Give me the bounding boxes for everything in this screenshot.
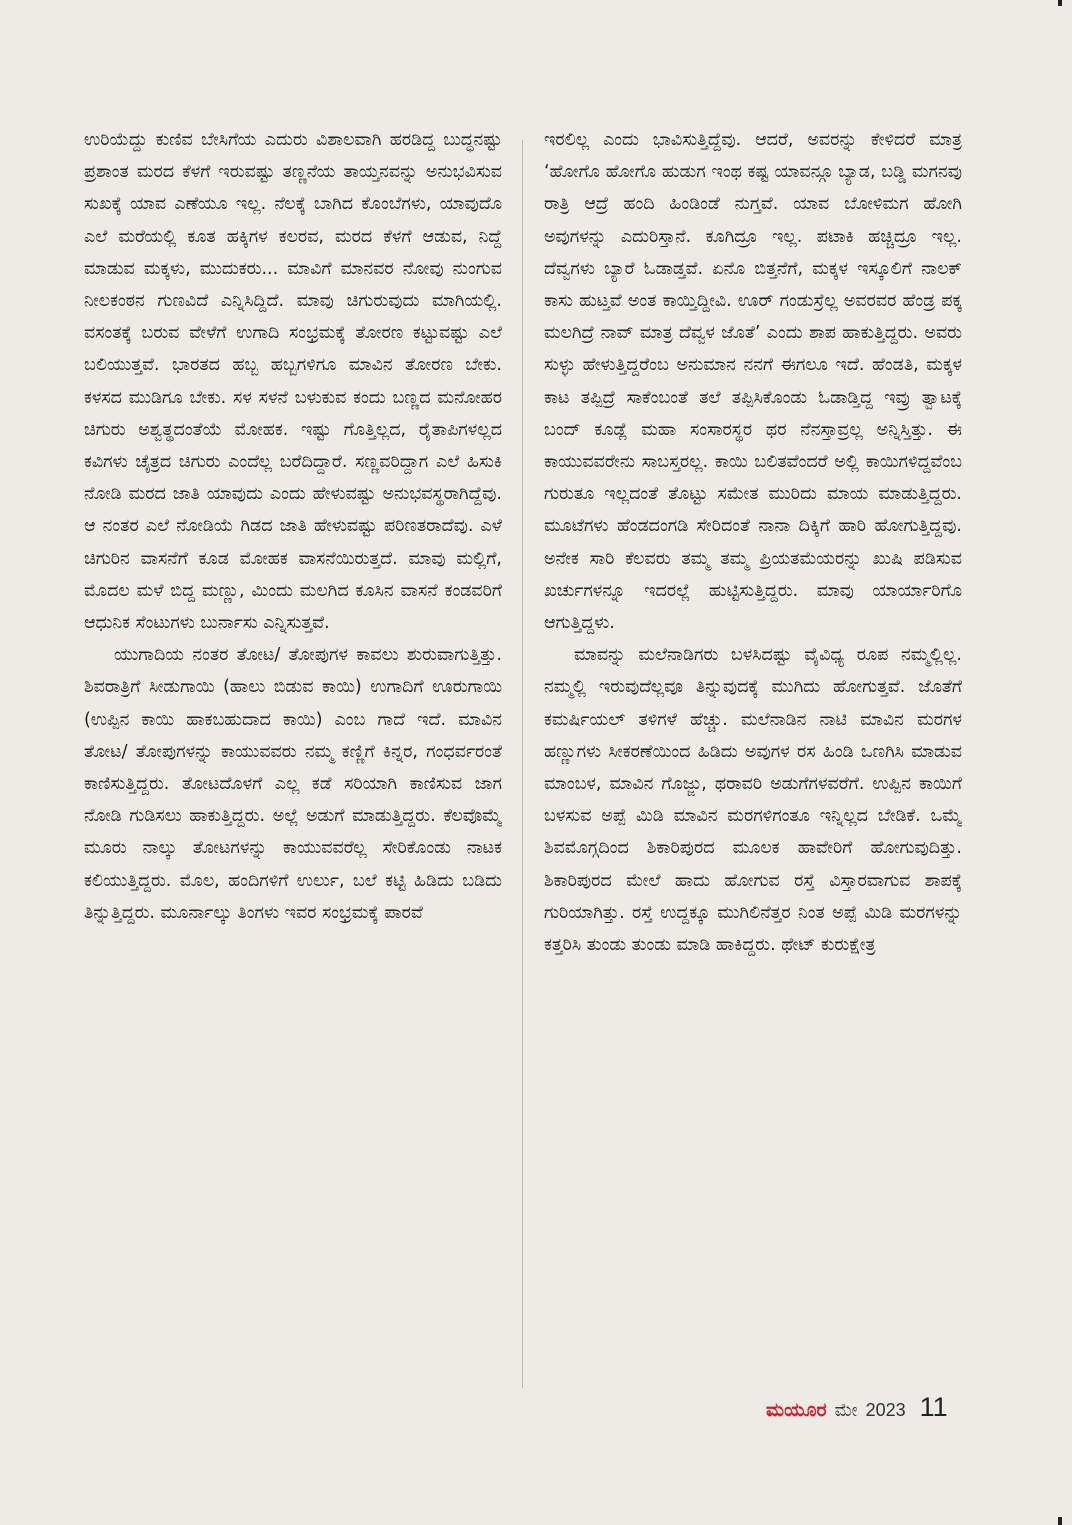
issue-year: 2023	[865, 1400, 906, 1420]
crop-mark-bottom-right	[1058, 1517, 1062, 1525]
article-paragraph: ಉರಿಯೆದ್ದು ಕುಣಿವ ಬೇಸಿಗೆಯ ಎದುರು ವಿಶಾಲವಾಗಿ ಹರಡಿದ್ದ ಬುದ್ಧನಷ್ಟು ಪ್ರಶಾಂತ ಮರದ ಕೆಳಗೆ ಇರುವಷ್ಟು ತಣ್ಣನೆಯ ತಾಯ್ತನವನ್ನು ಅನುಭವಿಸುವ ಸುಖಕ್ಕೆ ಯಾವ ಎಣೆಯೂ ಇಲ್ಲ. ನೆಲಕ್ಕೆ ಬಾಗಿದ ಕೊಂಬೆಗಳು, ಯಾವುದೊ ಎಲೆ ಮರೆಯಲ್ಲಿ ಕೂತ ಹಕ್ಕಿಗಳ ಕಲರವ, ಮರದ ಕೆಳಗೆ ಆಡುವ, ನಿದ್ದೆ ಮಾಡುವ ಮಕ್ಕಳು, ಮುದುಕರು... ಮಾವಿಗೆ ಮಾನವರ ನೋವು ನುಂಗುವ ನೀಲಕಂಠನ ಗುಣವಿದೆ ಎನ್ನಿಸಿದ್ದಿದೆ. ಮಾವು ಚಿಗುರುವುದು ಮಾಗಿಯಲ್ಲಿ. ವಸಂತಕ್ಕೆ ಬರುವ ವೇಳೆಗೆ ಉಗಾದಿ ಸಂಭ್ರಮಕ್ಕೆ ತೋರಣ ಕಟ್ಟುವಷ್ಟು ಎಲೆ ಬಲಿಯುತ್ತವೆ. ಭಾರತದ ಹಬ್ಬ ಹಬ್ಬಗಳಿಗೂ ಮಾವಿನ ತೋರಣ ಬೇಕು. ಕಳಸದ ಮುಡಿಗೂ ಬೇಕು. ಸಳ ಸಳನೆ ಬಳುಕುವ ಕಂದು ಬಣ್ಣದ ಮನೋಹರ ಚಿಗುರು ಅಶ್ವತ್ಥದಂತೆಯೆ ಮೋಹಕ. ಇಷ್ಟು ಗೊತ್ತಿಲ್ಲದ, ರೈತಾಪಿಗಳಲ್ಲದ ಕವಿಗಳು ಚೈತ್ರದ ಚಿಗುರು ಎಂದೆಲ್ಲ ಬರೆದಿದ್ದಾರೆ. ಸಣ್ಣವರಿದ್ದಾಗ ಎಲೆ ಹಿಸುಕಿ ನೋಡಿ ಮರದ ಜಾತಿ ಯಾವುದು ಎಂದು ಹೇಳುವಷ್ಟು ಅನುಭವಸ್ಥರಾಗಿದ್ದೆವು. ಆ ನಂತರ ಎಲೆ ನೋಡಿಯೆ ಗಿಡದ ಜಾತಿ ಹೇಳುವಷ್ಟು ಪರಿಣತರಾದೆವು. ಎಳೆ ಚಿಗುರಿನ ವಾಸನೆಗೆ ಕೂಡ ಮೋಹಕ ವಾಸನೆಯಿರುತ್ತದೆ. ಮಾವು ಮಲ್ಲಿಗೆ, ಮೊದಲ ಮಳೆ ಬಿದ್ದ ಮಣ್ಣು, ಮಿಂದು ಮಲಗಿದ ಕೂಸಿನ ವಾಸನೆ ಕಂಡವರಿಗೆ ಆಧುನಿಕ ಸೆಂಟುಗಳು ಬುರ್ನಾಸು ಎನ್ನಿಸುತ್ತವೆ.	[84, 130, 502, 634]
article-column-left	[84, 124, 502, 1389]
page-footer	[766, 1392, 948, 1428]
crop-mark-top-right	[1058, 0, 1062, 6]
article-paragraph: ಇರಲಿಲ್ಲ ಎಂದು ಭಾವಿಸುತ್ತಿದ್ದೆವು. ಆದರೆ, ಅವರನ್ನು ಕೇಳಿದರೆ ಮಾತ್ರ ‘ಹೋಗೊ ಹೋಗೊ ಹುಡುಗ ಇಂಥ ಕಷ್ಟ ಯಾವನ್ಗೂ ಬ್ಯಾಡ, ಬಡ್ಡಿ ಮಗನವು ರಾತ್ರಿ ಆದ್ರೆ ಹಂದಿ ಹಿಂಡಿಂಡೆ ನುಗ್ತವೆ. ಯಾವ ಬೋಳಿಮಗ ಹೋಗಿ ಅವುಗಳನ್ನು ಎದುರಿಸ್ತಾನೆ. ಕೂಗಿದ್ರೂ ಇಲ್ಲ. ಪಟಾಕಿ ಹಚ್ಚಿದ್ರೂ ಇಲ್ಲ. ದೆವ್ವಗಳು ಬ್ಯಾರೆ ಓಡಾಡ್ತವೆ. ಏನೊ ಬಿತ್ತನೆಗೆ, ಮಕ್ಕಳ ಇಸ್ಕೂಲಿಗೆ ನಾಲಕ್ ಕಾಸು ಹುಟ್ತವೆ ಅಂತ ಕಾಯ್ತಿದ್ದೀವಿ. ಊರ್ ಗಂಡುಸ್ರೆಲ್ಲ ಅವರವರ ಹೆಂಡ್ರ ಪಕ್ಕ ಮಲಗಿದ್ರೆ ನಾವ್ ಮಾತ್ರ ದೆವ್ವಳ ಜೊತೆ’ ಎಂದು ಶಾಪ ಹಾಕುತ್ತಿದ್ದರು. ಅವರು ಸುಳ್ಳು ಹೇಳುತ್ತಿದ್ದರೆಂಬ ಅನುಮಾನ ನನಗೆ ಈಗಲೂ ಇದೆ. ಹೆಂಡತಿ, ಮಕ್ಕಳ ಕಾಟ ತಪ್ಪಿದ್ರೆ ಸಾಕೆಂಬಂತೆ ತಲೆ ತಪ್ಪಿಸಿಕೊಂಡು ಓಡಾಡ್ತಿದ್ದ ಇವ್ರು ತ್ವಾಟಕ್ಕೆ ಬಂದ್ ಕೂಡ್ಲೆ ಮಹಾ ಸಂಸಾರಸ್ಥರ ಥರ ನೆನಸ್ತಾವ್ರಲ್ಲ ಅನ್ನಿಸ್ತಿತ್ತು. ಈ ಕಾಯುವವರೇನು ಸಾಬಸ್ತರಲ್ಲ. ಕಾಯಿ ಬಲಿತವೆಂದರೆ ಅಲ್ಲಿ ಕಾಯಿಗಳಿದ್ದವೆಂಬ ಗುರುತೂ ಇಲ್ಲದಂತೆ ತೊಟ್ಟು ಸಮೇತ ಮುರಿದು ಮಾಯ ಮಾಡುತ್ತಿದ್ದರು. ಮೂಟೆಗಳು ಹೆಂಡದಂಗಡಿ ಸೇರಿದಂತೆ ನಾನಾ ದಿಕ್ಕಿಗೆ ಹಾರಿ ಹೋಗುತ್ತಿದ್ದವು. ಅನೇಕ ಸಾರಿ ಕೆಲವರು ತಮ್ಮ ತಮ್ಮ ಪ್ರಿಯತಮೆಯರನ್ನು ಖುಷಿ ಪಡಿಸುವ ಖರ್ಚುಗಳನ್ನೂ ಇದರಲ್ಲೆ ಹುಟ್ಟಿಸುತ್ತಿದ್ದರು. ಮಾವು ಯಾರ್ಯಾರಿಗೊ ಆಗುತ್ತಿದ್ದಳು.	[544, 130, 962, 634]
article-column-right	[544, 124, 962, 1389]
issue-month: ಮೇ	[834, 1400, 858, 1421]
column-divider	[522, 140, 523, 1388]
article-paragraph: ಮಾವನ್ನು ಮಲೆನಾಡಿಗರು ಬಳಸಿದಷ್ಟು ವೈವಿಧ್ಯ ರೂಪ ನಮ್ಮಲ್ಲಿಲ್ಲ. ನಮ್ಮಲ್ಲಿ ಇರುವುದೆಲ್ಲವೂ ತಿನ್ನುವುದಕ್ಕೆ ಮುಗಿದು ಹೋಗುತ್ತವೆ. ಜೊತೆಗೆ ಕಮರ್ಷಿಯಲ್ ತಳಿಗಳೆ ಹೆಚ್ಚು. ಮಲೆನಾಡಿನ ನಾಟಿ ಮಾವಿನ ಮರಗಳ ಹಣ್ಣುಗಳು ಸೀಕರಣೆಯಿಂದ ಹಿಡಿದು ಅವುಗಳ ರಸ ಹಿಂಡಿ ಒಣಗಿಸಿ ಮಾಡುವ ಮಾಂಬಳ, ಮಾವಿನ ಗೊಜ್ಜು, ಥರಾವರಿ ಅಡುಗೆಗಳವರೆಗೆ. ಉಪ್ಪಿನ ಕಾಯಿಗೆ ಬಳಸುವ ಅಪ್ಪೆ ಮಿಡಿ ಮಾವಿನ ಮರಗಳಿಗಂತೂ ಇನ್ನಿಲ್ಲದ ಬೇಡಿಕೆ. ಒಮ್ಮೆ ಶಿವಮೊಗ್ಗದಿಂದ ಶಿಕಾರಿಪುರದ ಮೂಲಕ ಹಾವೇರಿಗೆ ಹೋಗುವುದಿತ್ತು. ಶಿಕಾರಿಪುರದ ಮೇಲೆ ಹಾದು ಹೋಗುವ ರಸ್ತೆ ವಿಸ್ತಾರವಾಗುವ ಶಾಪಕ್ಕೆ ಗುರಿಯಾಗಿತ್ತು. ರಸ್ತೆ ಉದ್ದಕ್ಕೂ ಮುಗಿಲಿನೆತ್ತರ ನಿಂತ ಅಪ್ಪೆ ಮಿಡಿ ಮರಗಳನ್ನು ಕತ್ತರಿಸಿ ತುಂಡು ತುಂಡು ಮಾಡಿ ಹಾಕಿದ್ದರು. ಥೇಟ್ ಕುರುಕ್ಷೇತ್ರ	[544, 645, 962, 956]
page-number: 11	[919, 1392, 948, 1422]
article-paragraph: ಯುಗಾದಿಯ ನಂತರ ತೋಟ/ ತೋಪುಗಳ ಕಾವಲು ಶುರುವಾಗುತ್ತಿತ್ತು. ಶಿವರಾತ್ರಿಗೆ ಸೀಡುಗಾಯಿ (ಹಾಲು ಬಿಡುವ ಕಾಯಿ) ಉಗಾದಿಗೆ ಊರುಗಾಯಿ (ಉಪ್ಪಿನ ಕಾಯಿ ಹಾಕಬಹುದಾದ ಕಾಯಿ) ಎಂಬ ಗಾದೆ ಇದೆ. ಮಾವಿನ ತೋಟ/ ತೋಪುಗಳನ್ನು ಕಾಯುವವರು ನಮ್ಮ ಕಣ್ಣಿಗೆ ಕಿನ್ನರ, ಗಂಧರ್ವರಂತೆ ಕಾಣಿಸುತ್ತಿದ್ದರು. ತೋಟದೊಳಗೆ ಎಲ್ಲ ಕಡೆ ಸರಿಯಾಗಿ ಕಾಣಿಸುವ ಜಾಗ ನೋಡಿ ಗುಡಿಸಲು ಹಾಕುತ್ತಿದ್ದರು. ಅಲ್ಲೆ ಅಡುಗೆ ಮಾಡುತ್ತಿದ್ದರು. ಕೆಲವೊಮ್ಮೆ ಮೂರು ನಾಲ್ಕು ತೋಟಗಳನ್ನು ಕಾಯುವವರೆಲ್ಲ ಸೇರಿಕೊಂಡು ನಾಟಕ ಕಲಿಯುತ್ತಿದ್ದರು. ಮೊಲ, ಹಂದಿಗಳಿಗೆ ಉರ್ಲು, ಬಲೆ ಕಟ್ಟಿ ಹಿಡಿದು ಬಡಿದು ತಿನ್ನುತ್ತಿದ್ದರು. ಮೂರ್ನಾಲ್ಕು ತಿಂಗಳು ಇವರ ಸಂಭ್ರಮಕ್ಕೆ ಪಾರವೆ	[84, 645, 502, 923]
magazine-logo: ಮಯೂರ	[766, 1399, 827, 1421]
